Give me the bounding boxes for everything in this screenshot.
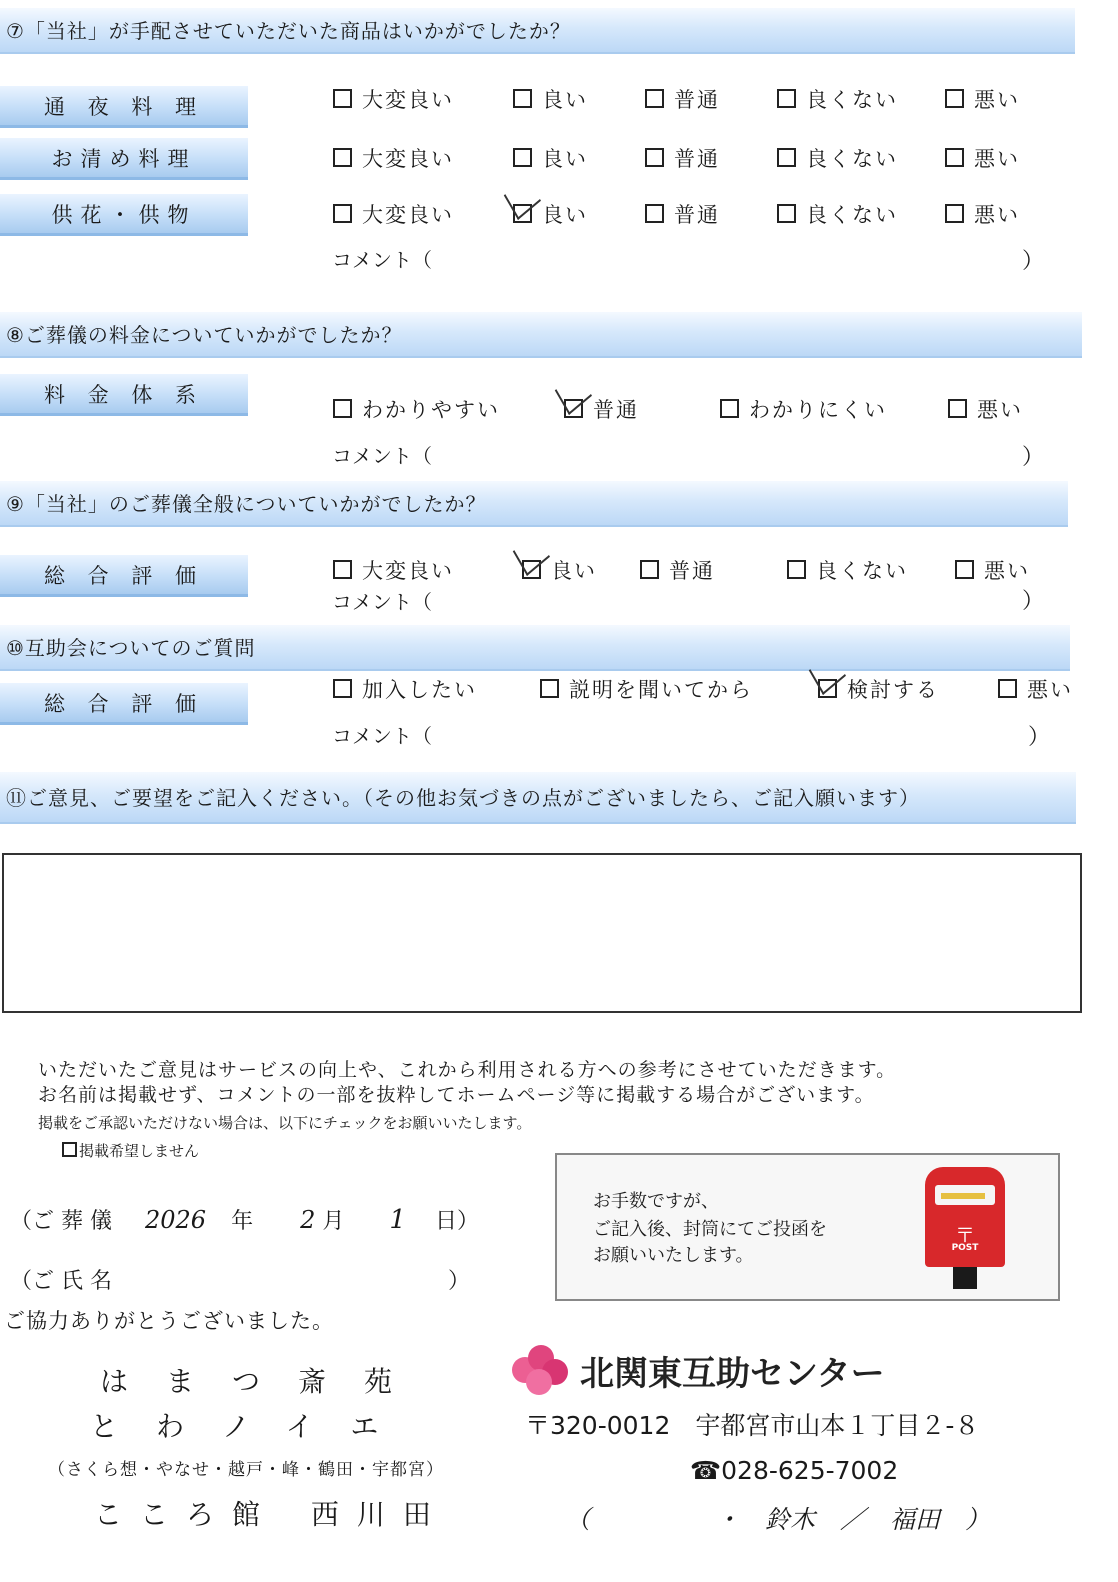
funeral-prefix: （ご 葬 儀 [10, 1209, 112, 1234]
hall-kokoro-a: こころ館 [94, 1498, 279, 1531]
q10-checkbox-1[interactable] [333, 679, 352, 698]
q8-label: 料 金 体 系 [0, 374, 248, 416]
q7-row1-option-1[interactable] [333, 84, 454, 114]
q7-row2-option-5[interactable] [945, 143, 1020, 173]
postbox-line3: お願いいたします。 [593, 1245, 754, 1266]
q10-option-4[interactable] [998, 674, 1073, 704]
q8-option-label-1: わかりやすい [362, 398, 500, 422]
q10-checkbox-2[interactable] [540, 679, 559, 698]
q7-row1-option-2[interactable] [513, 84, 588, 114]
funeral-day[interactable]: 1 [389, 1205, 406, 1235]
q9-option-1[interactable] [333, 555, 454, 585]
q9-checkbox-3[interactable] [640, 560, 659, 579]
company-name: 北関東互助センター [580, 1354, 885, 1394]
hall-towanoie: とわノイエ [90, 1410, 417, 1443]
q10-option-label-4: 悪い [1027, 678, 1073, 702]
q8-header: ⑧ご葬儀の料金についていかがでしたか？ [0, 312, 1082, 358]
q7-row3-label: 供花・供物 [0, 194, 248, 236]
q10-option-2[interactable] [540, 674, 753, 704]
q10-comment-close: ） [1028, 725, 1051, 750]
q7-row1-label: 通 夜 料 理 [0, 86, 248, 128]
q8-checkbox-4[interactable] [948, 399, 967, 418]
q7-row3-option-label-3: 普通 [674, 203, 720, 227]
q7-row3-checkbox-2[interactable] [513, 204, 532, 223]
q10-option-3[interactable] [818, 674, 939, 704]
name-field[interactable] [10, 1264, 112, 1295]
q9-header: ⑨「当社」のご葬儀全般についていかがでしたか？ [0, 481, 1068, 527]
q7-row3-checkbox-1[interactable] [333, 204, 352, 223]
q7-row2-checkbox-2[interactable] [513, 148, 532, 167]
q7-row3-checkbox-4[interactable] [777, 204, 796, 223]
q9-option-label-5: 悪い [984, 559, 1030, 583]
q10-option-label-1: 加入したい [362, 678, 477, 702]
q7-row2-option-label-2: 良い [542, 147, 588, 171]
hall-locations: （さくら想・やなせ・越戸・峰・鶴田・宇都宮） [48, 1460, 444, 1480]
q7-row1-option-label-4: 良くない [806, 88, 898, 112]
q10-comment-label: コメント（ [332, 724, 432, 748]
q8-checkbox-1[interactable] [333, 399, 352, 418]
funeral-month-unit: 月 [322, 1209, 345, 1234]
q7-row2-option-label-5: 悪い [974, 147, 1020, 171]
q7-header: ⑦「当社」が手配させていただいた商品はいかがでしたか？ [0, 8, 1075, 54]
q10-option-label-3: 検討する [847, 678, 939, 702]
q8-checkbox-2[interactable] [564, 399, 583, 418]
q8-option-label-2: 普通 [593, 398, 639, 422]
name-close: ） [448, 1269, 471, 1294]
q7-row1-option-label-2: 良い [542, 88, 588, 112]
q9-option-label-4: 良くない [816, 559, 908, 583]
q9-checkbox-1[interactable] [333, 560, 352, 579]
q7-row3-option-label-2: 良い [542, 203, 588, 227]
mailbox-icon [925, 1167, 1005, 1295]
q8-option-4[interactable] [948, 394, 1023, 424]
q7-row2-option-label-4: 良くない [806, 147, 898, 171]
funeral-year[interactable]: 2026 [145, 1206, 207, 1234]
q9-checkbox-5[interactable] [955, 560, 974, 579]
q9-option-2[interactable] [522, 555, 597, 585]
q7-row1-option-3[interactable] [645, 84, 720, 114]
q8-comment-label: コメント（ [332, 444, 432, 468]
post-word: POST [951, 1243, 979, 1253]
q10-option-label-2: 説明を聞いてから [569, 678, 753, 702]
q7-row3-option-label-5: 悪い [974, 203, 1020, 227]
q7-row1-checkbox-2[interactable] [513, 89, 532, 108]
q9-option-3[interactable] [640, 555, 715, 585]
q7-row2-option-1[interactable] [333, 143, 454, 173]
q9-checkbox-2[interactable] [522, 560, 541, 579]
q7-row2-option-label-3: 普通 [674, 147, 720, 171]
name-label: （ご 氏 名 [10, 1269, 112, 1294]
q7-row2-option-2[interactable] [513, 143, 588, 173]
q9-label: 総 合 評 価 [0, 555, 248, 597]
q8-option-1[interactable] [333, 394, 500, 424]
postbox-line2: ご記入後、封筒にてご投函を [593, 1219, 827, 1240]
q10-label: 総 合 評 価 [0, 683, 248, 725]
q7-row3-option-label-1: 大変良い [362, 203, 454, 227]
q7-row1-checkbox-1[interactable] [333, 89, 352, 108]
optout-checkbox[interactable] [62, 1140, 199, 1161]
q7-row2-option-label-1: 大変良い [362, 147, 454, 171]
q7-row3-option-2[interactable] [513, 199, 588, 229]
q8-comment-close: ） [1022, 445, 1045, 470]
hall-hamatsu: はまつ斎苑 [100, 1365, 431, 1398]
q10-checkbox-3[interactable] [818, 679, 837, 698]
company-logo-icon [508, 1343, 570, 1399]
q8-checkbox-3[interactable] [720, 399, 739, 418]
q7-row2-label: お清め料理 [0, 138, 248, 180]
q10-option-1[interactable] [333, 674, 477, 704]
q7-row1-option-5[interactable] [945, 84, 1020, 114]
optout-box[interactable] [62, 1142, 77, 1157]
q11-header: ⑪ご意見、ご要望をご記入ください。（その他お気づきの点がございましたら、ご記入願います） [0, 772, 1076, 824]
notice-line1: いただいたご意見はサービスの向上や、これから利用される方への参考にさせていただきます。 [38, 1059, 897, 1081]
q9-comment-label: コメント（ [332, 590, 432, 614]
q10-checkbox-4[interactable] [998, 679, 1017, 698]
q7-row2-option-3[interactable] [645, 143, 720, 173]
q7-row2-option-4[interactable] [777, 143, 898, 173]
company-address: 〒320-0012 宇都宮市山本１丁目２-８ [525, 1411, 980, 1440]
q7-row3-option-label-4: 良くない [806, 203, 898, 227]
q7-row1-option-label-3: 普通 [674, 88, 720, 112]
q9-option-5[interactable] [955, 555, 1030, 585]
q7-row2-checkbox-1[interactable] [333, 148, 352, 167]
q7-row2-checkbox-4[interactable] [777, 148, 796, 167]
notice-line2: お名前は掲載せず、コメントの一部を抜粋してホームページ等に掲載する場合がございます。 [38, 1084, 875, 1106]
q9-comment-close: ） [1022, 589, 1045, 614]
q7-comment-label: コメント（ [332, 248, 432, 272]
q7-row1-option-label-1: 大変良い [362, 88, 454, 112]
funeral-day-unit: 日） [434, 1209, 479, 1234]
q7-row3-checkbox-3[interactable] [645, 204, 664, 223]
q7-row2-checkbox-3[interactable] [645, 148, 664, 167]
q7-row1-checkbox-4[interactable] [777, 89, 796, 108]
company-phone: ☎028-625-7002 [690, 1456, 899, 1485]
q9-option-label-2: 良い [551, 559, 597, 583]
free-comment-box[interactable] [2, 853, 1082, 1013]
q9-checkbox-4[interactable] [787, 560, 806, 579]
hall-kokoro [94, 1493, 449, 1533]
q10-header: ⑩互助会についてのご質問 [0, 625, 1070, 671]
q7-row3-option-1[interactable] [333, 199, 454, 229]
notice-line3: 掲載をご承認いただけない場合は、以下にチェックをお願いいたします。 [38, 1114, 532, 1132]
funeral-date [10, 1204, 479, 1235]
q7-row2-checkbox-5[interactable] [945, 148, 964, 167]
q9-option-label-1: 大変良い [362, 559, 454, 583]
q7-row3-option-3[interactable] [645, 199, 720, 229]
q8-option-3[interactable] [720, 394, 887, 424]
q7-comment-close: ） [1022, 249, 1045, 274]
funeral-year-unit: 年 [231, 1209, 254, 1234]
q7-row3-checkbox-5[interactable] [945, 204, 964, 223]
q8-option-label-3: わかりにくい [749, 398, 887, 422]
postbox-line1: お手数ですが、 [593, 1191, 719, 1212]
q7-row1-option-4[interactable] [777, 84, 898, 114]
thanks-text: ご協力ありがとうございました。 [4, 1309, 334, 1333]
hall-kokoro-b: 西川田 [310, 1498, 449, 1531]
q7-row1-checkbox-3[interactable] [645, 89, 664, 108]
mail-glyph: 〒 [955, 1223, 975, 1247]
q9-option-4[interactable] [787, 555, 908, 585]
q8-option-2[interactable] [564, 394, 639, 424]
q7-row3-option-5[interactable] [945, 199, 1020, 229]
funeral-month[interactable]: 2 [300, 1206, 316, 1234]
postbox-notice [555, 1153, 1060, 1301]
q7-row3-option-4[interactable] [777, 199, 898, 229]
q7-row1-option-label-5: 悪い [974, 88, 1020, 112]
q7-row1-checkbox-5[interactable] [945, 89, 964, 108]
optout-label: 掲載希望しません [79, 1142, 200, 1160]
q9-option-label-3: 普通 [669, 559, 715, 583]
staff-names: （ ・ 鈴木 ／ 福田 ） [565, 1505, 991, 1534]
q8-option-label-4: 悪い [977, 398, 1023, 422]
